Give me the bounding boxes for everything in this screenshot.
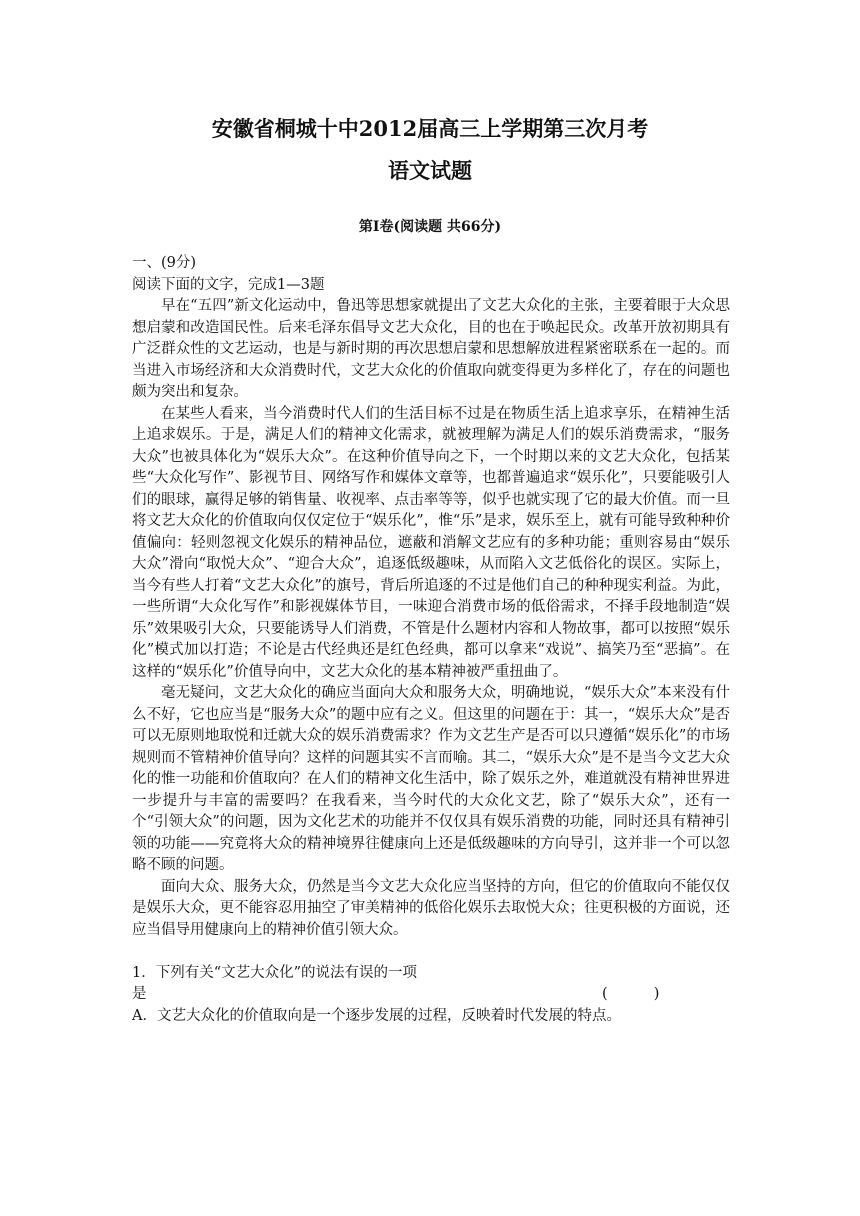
question-1-stem: 1．下列有关“文艺大众化”的说法有误的一项 xyxy=(132,964,418,981)
answer-blank: ( ) xyxy=(602,986,660,1002)
exam-title: 安徽省桐城十中2012届高三上学期第三次月考 xyxy=(211,116,649,141)
passage-paragraph-1: 早在“五四”新文化运动中，鲁迅等思想家就提出了文艺大众化的主张，主要着眼于大众思想启蒙和改造国民性。后来毛泽东倡导文艺大众化，目的也在于唤起民众。改革开放初期具有广泛群众性的文艺运动，也是与新时期的再次思想启蒙和思想解放进程紧密联系在一起的。而当进入市场经济和大众消费时代，文艺大众化的价值取向就变得更为多样化了，存在的问题也颇为突出和复杂。 xyxy=(132,298,730,400)
section-instruction: 阅读下面的文字，完成1—3题 xyxy=(132,276,325,293)
volume-heading: 第Ⅰ卷(阅读题 共66分) xyxy=(358,219,502,235)
passage-paragraph-3: 毫无疑问，文艺大众化的确应当面向大众和服务大众，明确地说，“娱乐大众”本来没有什么不好，它也应当是“服务大众”的题中应有之义。但这里的问题在于：其一，“娱乐大众”是否可以无原则地取悦和迁就大众的娱乐消费需求？作为文艺生产是否可以只遵循“娱乐化”的市场规则而不管精神价值导向？这样的问题其实不言而喻。其二，“娱乐大众”是不是当今文艺大众化的惟一功能和价值取向？在人们的精神文化生活中，除了娱乐之外，难道就没有精神世界进一步提升与丰富的需要吗？在我看来，当今时代的大众化文艺，除了“娱乐大众”，还有一个“引领大众”的问题，因为文化艺术的功能并不仅仅具有娱乐消费的功能，同时还具有精神引领的功能——究竟将大众的精神境界往健康向上还是低级趣味的方向导引，这并非一个可以忽略不顾的问题。 xyxy=(132,685,730,873)
passage-paragraph-4: 面向大众、服务大众，仍然是当今文艺大众化应当坚持的方向，但它的价值取向不能仅仅是娱乐大众，更不能容忍用抽空了审美精神的低俗化娱乐去取悦大众；往更积极的方面说，还应当倡导用健康向上的精神价值引领大众。 xyxy=(132,878,730,938)
question-1-option-a: A．文艺大众化的价值取向是一个逐步发展的过程，反映着时代发展的特点。 xyxy=(132,1007,621,1024)
exam-body xyxy=(132,253,730,1027)
spacer xyxy=(132,941,730,963)
question-1-stem-continuation xyxy=(132,984,730,1006)
exam-subject-title: 语文试题 xyxy=(388,158,472,183)
question-1-stem-end: 是 xyxy=(132,986,147,1002)
section-number: 一、(9分) xyxy=(132,255,197,271)
passage-paragraph-2: 在某些人看来，当今消费时代人们的生活目标不过是在物质生活上追求享乐，在精神生活上追求娱乐。于是，满足人们的精神文化需求，就被理解为满足人们的娱乐消费需求，“服务大众”也被具体化为“娱乐大众”。在这种价值导向之下，一个时期以来的文艺大众化，包括某些“大众化写作”、影视节目、网络写作和媒体文章等，也都普遍追求“娱乐化”，只要能吸引人们的眼球，赢得足够的销售量、收视率、点击率等等，似乎也就实现了它的最大价值。而一旦将文艺大众化的价值取向仅仅定位于“娱乐化”，惟“乐”是求，娱乐至上，就有可能导致种种价值偏向：轻则忽视文化娱乐的精神品位，遮蔽和消解文艺应有的多种功能；重则容易由“娱乐大众”滑向“取悦大众”、“迎合大众”，追逐低级趣味，从而陷入文艺低俗化的误区。实际上，当今有些人打着“文艺大众化”的旗号，背后所追逐的不过是他们自己的种种现实利益。为此，一些所谓“大众化写作”和影视媒体节目，一味迎合消费市场的低俗需求，不择手段地制造“娱乐”效果吸引大众，只要能诱导人们消费，不管是什么题材内容和人物故事，都可以按照“娱乐化”模式加以打造；不论是古代经典还是红色经典，都可以拿来“戏说”、搞笑乃至“恶搞”。在这样的“娱乐化”价值导向中，文艺大众化的基本精神被严重扭曲了。 xyxy=(132,405,730,680)
